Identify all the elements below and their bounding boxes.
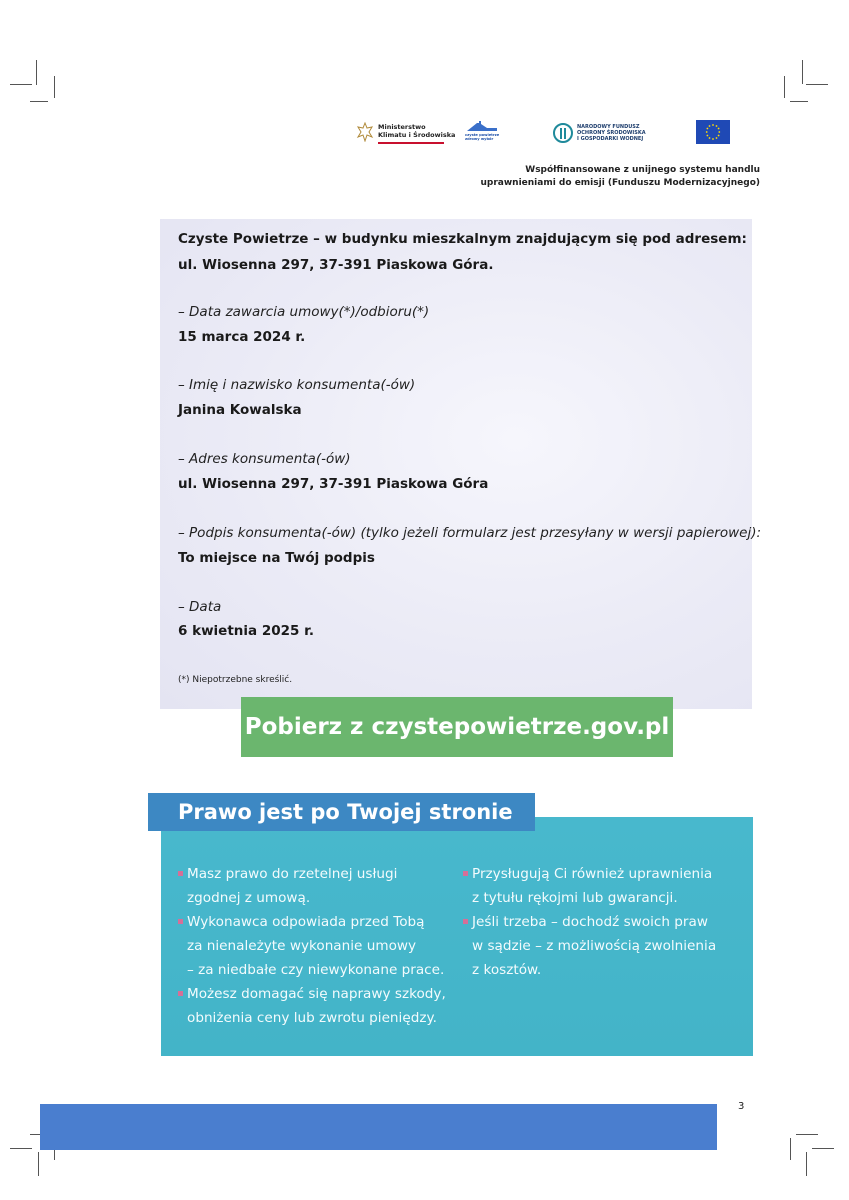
house-icon (465, 120, 499, 132)
nfosigw-logo: NARODOWY FUNDUSZ OCHRONY ŚRODOWISKA I GOSPODARKI WODNEJ (553, 121, 653, 145)
list-item: Wykonawca odpowiada przed Tobą za nienależyte wykonanie umowy – za niedbałe czy niewykonane prace. (178, 910, 458, 982)
crop-mark (806, 84, 828, 85)
crop-mark (802, 60, 803, 84)
ministry-logo-bar (378, 142, 444, 144)
crop-mark (806, 1152, 807, 1176)
crop-mark (30, 101, 48, 102)
ministry-logo (356, 120, 456, 146)
form-intro-address: ul. Wiosenna 297, 37-391 Piaskowa Góra. (178, 257, 494, 273)
eu-flag-icon (696, 120, 730, 144)
list-item: Masz prawo do rzetelnej usługi zgodnej z umową. (178, 862, 458, 910)
bullet-icon (463, 871, 468, 876)
bullet-icon (463, 919, 468, 924)
bullet-icon (178, 919, 183, 924)
crop-mark (790, 101, 808, 102)
crop-mark (36, 60, 37, 85)
signature-value: To miejsce na Twój podpis (178, 550, 375, 566)
crop-mark (790, 1138, 791, 1160)
crop-mark (812, 1148, 834, 1149)
czyste-powietrze-logo: czyste powietrze zdrowy wybór (465, 120, 499, 144)
crop-mark (54, 76, 55, 98)
nfosigw-emblem-icon (553, 123, 573, 143)
contract-date-value: 15 marca 2024 r. (178, 329, 306, 345)
download-link-button[interactable]: Pobierz z czystepowietrze.gov.pl (241, 697, 673, 757)
bullet-icon (178, 991, 183, 996)
crop-mark (10, 84, 32, 85)
contract-date-label: – Data zawarcia umowy(*)/odbioru(*) (178, 304, 430, 320)
consumer-address-value: ul. Wiosenna 297, 37-391 Piaskowa Góra (178, 476, 489, 492)
sign-date-label: – Data (178, 599, 222, 615)
ministry-logo-text: Ministerstwo Klimatu i Środowiska (378, 123, 456, 139)
form-intro-line1: Czyste Powietrze – w budynku mieszkalnym znajdującym się pod adresem: (178, 231, 747, 247)
rights-title: Prawo jest po Twojej stronie (148, 793, 535, 831)
footnote: (*) Niepotrzebne skreślić. (178, 675, 293, 685)
crop-mark (38, 1152, 39, 1176)
rights-left-column (178, 862, 458, 1030)
footer-bar (40, 1104, 717, 1150)
consumer-address-label: – Adres konsumenta(-ów) (178, 451, 351, 467)
crop-mark (784, 76, 785, 98)
crop-mark (796, 1134, 818, 1135)
rights-right-column (463, 862, 743, 982)
consumer-name-label: – Imię i nazwisko konsumenta(-ów) (178, 377, 416, 393)
list-item: Możesz domagać się naprawy szkody, obniżenia ceny lub zwrotu pieniędzy. (178, 982, 458, 1030)
signature-label: – Podpis konsumenta(-ów) (tylko jeżeli formularz jest przesyłany w wersji papierowej): (178, 525, 762, 541)
page-number: 3 (738, 1101, 745, 1112)
list-item: Jeśli trzeba – dochodź swoich praw w sądzie – z możliwością zwolnienia z kosztów. (463, 910, 743, 982)
consumer-name-value: Janina Kowalska (178, 402, 302, 418)
sign-date-value: 6 kwietnia 2025 r. (178, 623, 314, 639)
crop-mark (10, 1148, 32, 1149)
eagle-emblem-icon (356, 122, 374, 142)
cofinancing-note: Współfinansowane z unijnego systemu handlu uprawnieniami do emisji (Funduszu Modernizacyjnego) (480, 165, 760, 188)
bullet-icon (178, 871, 183, 876)
list-item: Przysługują Ci również uprawnienia z tytułu rękojmi lub gwarancji. (463, 862, 743, 910)
